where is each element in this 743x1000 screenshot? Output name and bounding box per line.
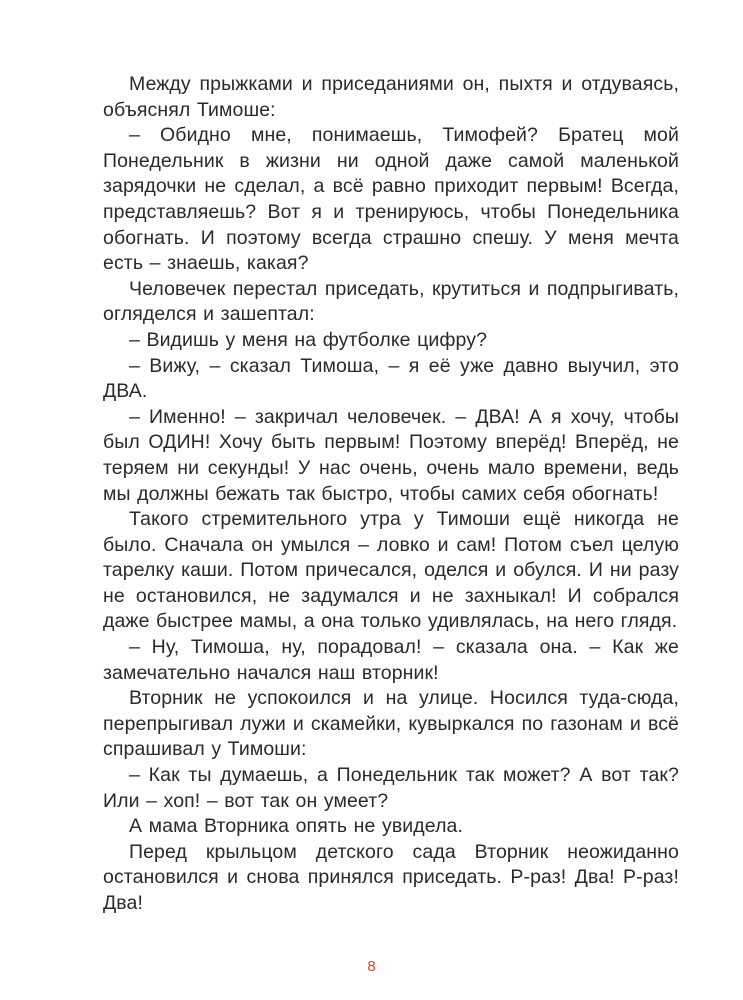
book-page-text — [103, 72, 679, 917]
paragraph: А мама Вторника опять не увидела. — [129, 815, 464, 838]
paragraph: Человечек перестал приседать, крутиться и подпрыгивать, огляделся и зашептал: — [103, 277, 679, 326]
paragraph: – Именно! – закричал человечек. – ДВА! А я хочу, чтобы был ОДИН! Хочу быть первым! Поэтому вперёд! Вперёд, не теряем ни секунды! У нас очень, очень мало времени, ведь мы должны бежать так быстро, чтобы самих себя обогнать! — [103, 405, 679, 505]
paragraph: Такого стремительного утра у Тимоши ещё никогда не было. Сначала он умылся – ловко и сам! Потом съел целую тарелку каши. Потом причесался, оделся и обулся. И ни разу не остановился, не задумался и не захныкал! И собрался даже быстрее мамы, а она только удивлялась, на него глядя. — [103, 508, 679, 633]
paragraph: – Как ты думаешь, а Понедельник так может? А вот так? Или – хоп! – вот так он умеет? — [103, 764, 679, 812]
paragraph: Вторник не успокоился и на улице. Носился туда-сюда, перепрыгивал лужи и скамейки, кувыркался по газонам и всё спрашивал у Тимоши: — [103, 687, 679, 761]
paragraph: – Ну, Тимоша, ну, порадовал! – сказала она. – Как же замечательно начался наш вторник! — [103, 636, 679, 684]
paragraph: Перед крыльцом детского сада Вторник неожиданно остановился и снова принялся приседать. Р-раз! Два! Р-раз! Два! — [103, 840, 679, 914]
paragraph: – Видишь у меня на футболке цифру? — [129, 328, 488, 351]
page-number: 8 — [367, 958, 376, 975]
paragraph: – Обидно мне, понимаешь, Тимофей? Братец мой Понедельник в жизни ни одной даже самой маленькой зарядочки не сделал, а всё равно приходит первым! Всегда, представляешь? Вот я и тренируюсь, чтобы Понедельника обогнать. И поэтому всегда страшно спешу. У меня мечта есть – знаешь, какая? — [103, 124, 679, 275]
paragraph: Между прыжками и приседаниями он, пыхтя и отдуваясь, объяснял Тимоше: — [103, 73, 679, 121]
paragraph: – Вижу, – сказал Тимоша, – я её уже давно выучил, это ДВА. — [103, 354, 679, 403]
